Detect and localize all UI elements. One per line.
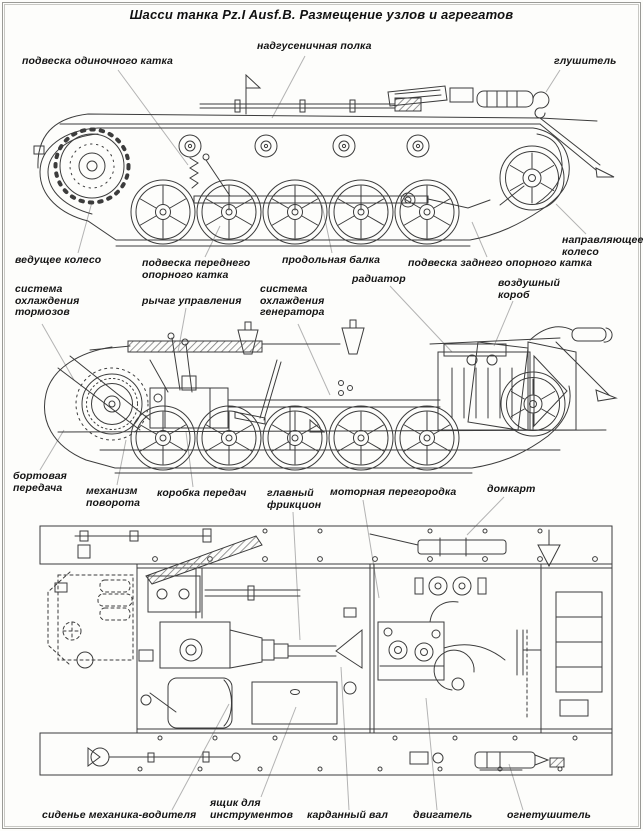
label-nadgusenichnaya-polka: надгусеничная полка [257,40,372,52]
label-ognetushitel: огнетушитель [507,809,591,821]
top-view-drawing [40,526,612,775]
cutaway-view-drawing [45,320,616,473]
label-vozdushnyy-korob: воздушный короб [498,277,561,301]
label-motornaya-peregorodka: моторная перегородка [330,486,457,498]
label-glushitel: глушитель [554,55,617,67]
label-vedushchee-koleso: ведущее колесо [15,254,102,266]
label-podveska-perednego-opornogo-katka: подвеска переднего опорного катка [142,257,251,281]
leader-lines [40,56,586,810]
label-prodolnaya-balka: продольная балка [282,254,381,266]
label-dvigatel: двигатель [413,809,473,821]
label-yashchik-dlya-instrumentov: ящик для инструментов [210,797,294,821]
figure-title: Шасси танка Pz.I Ausf.B. Размещение узлов и агрегатов [129,7,514,22]
label-korobka-peredach: коробка передач [157,487,247,499]
label-napravlyayushchee-koleso: направляющее колесо [562,234,643,258]
label-kardannyy-val: карданный вал [307,809,389,821]
label-radiator: радиатор [352,273,406,285]
side-view-drawing [34,75,614,246]
label-glavnyy-friktsion: главный фрикцион [267,487,322,511]
label-mekhanizm-povorota: механизм поворота [86,485,141,509]
label-sidene-mekhanika-voditelya: сиденье механика-водителя [42,809,197,821]
label-bortovaya-peredacha: бортовая передача [13,470,67,494]
label-rychag-upravleniya: рычаг управления [142,295,242,307]
label-domkart: домкарт [487,483,536,495]
label-sistema-okhlazhdeniya-tormozov: система охлаждения тормозов [15,283,80,318]
label-sistema-okhlazhdeniya-generatora: система охлаждения генератора [260,283,325,318]
label-podveska-odinochnogo-katka: подвеска одиночного катка [22,55,173,67]
label-podveska-zadnego-opornogo-katka: подвеска заднего опорного катка [408,257,593,269]
